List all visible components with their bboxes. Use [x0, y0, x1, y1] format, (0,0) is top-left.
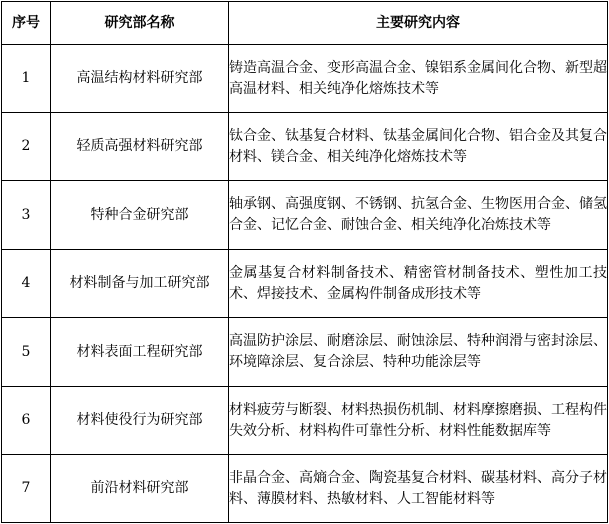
- table-header-row: [2, 2, 608, 45]
- row-number: 3: [2, 181, 51, 250]
- table-row: [2, 113, 608, 181]
- department-name: 前沿材料研究部: [51, 455, 229, 523]
- research-content: 材料疲劳与断裂、材料热损伤机制、材料摩擦磨损、工程构件失效分析、材料构件可靠性分析、材料性能数据库等: [229, 387, 608, 455]
- row-number: 5: [2, 318, 51, 387]
- research-content: 金属基复合材料制备技术、精密管材制备技术、塑性加工技术、焊接技术、金属构件制备成形技术等: [229, 250, 608, 318]
- table-row: [2, 181, 608, 250]
- research-department-table: [1, 1, 608, 523]
- table-row: [2, 45, 608, 113]
- department-name: 特种合金研究部: [51, 181, 229, 250]
- research-content: 轴承钢、高强度钢、不锈钢、抗氢合金、生物医用合金、储氢合金、记忆合金、耐蚀合金、相关纯净化冶炼技术等: [229, 181, 608, 250]
- table-row: [2, 318, 608, 387]
- research-content: 非晶合金、高熵合金、陶瓷基复合材料、碳基材料、高分子材料、薄膜材料、热敏材料、人工智能材料等: [229, 455, 608, 523]
- row-number: 2: [2, 113, 51, 181]
- header-department-name: 研究部名称: [51, 2, 229, 45]
- research-content: 高温防护涂层、耐磨涂层、耐蚀涂层、特种润滑与密封涂层、环境障涂层、复合涂层、特种功能涂层等: [229, 318, 608, 387]
- table-row: [2, 455, 608, 523]
- research-content: 钛合金、钛基复合材料、钛基金属间化合物、铝合金及其复合材料、镁合金、相关纯净化熔炼技术等: [229, 113, 608, 181]
- header-research-content: 主要研究内容: [229, 2, 608, 45]
- department-name: 材料制备与加工研究部: [51, 250, 229, 318]
- row-number: 7: [2, 455, 51, 523]
- research-content: 铸造高温合金、变形高温合金、镍铝系金属间化合物、新型超高温材料、相关纯净化熔炼技术等: [229, 45, 608, 113]
- department-name: 材料使役行为研究部: [51, 387, 229, 455]
- table-row: [2, 250, 608, 318]
- department-name: 高温结构材料研究部: [51, 45, 229, 113]
- row-number: 4: [2, 250, 51, 318]
- table-row: [2, 387, 608, 455]
- row-number: 6: [2, 387, 51, 455]
- row-number: 1: [2, 45, 51, 113]
- header-number: 序号: [2, 2, 51, 45]
- department-name: 轻质高强材料研究部: [51, 113, 229, 181]
- department-name: 材料表面工程研究部: [51, 318, 229, 387]
